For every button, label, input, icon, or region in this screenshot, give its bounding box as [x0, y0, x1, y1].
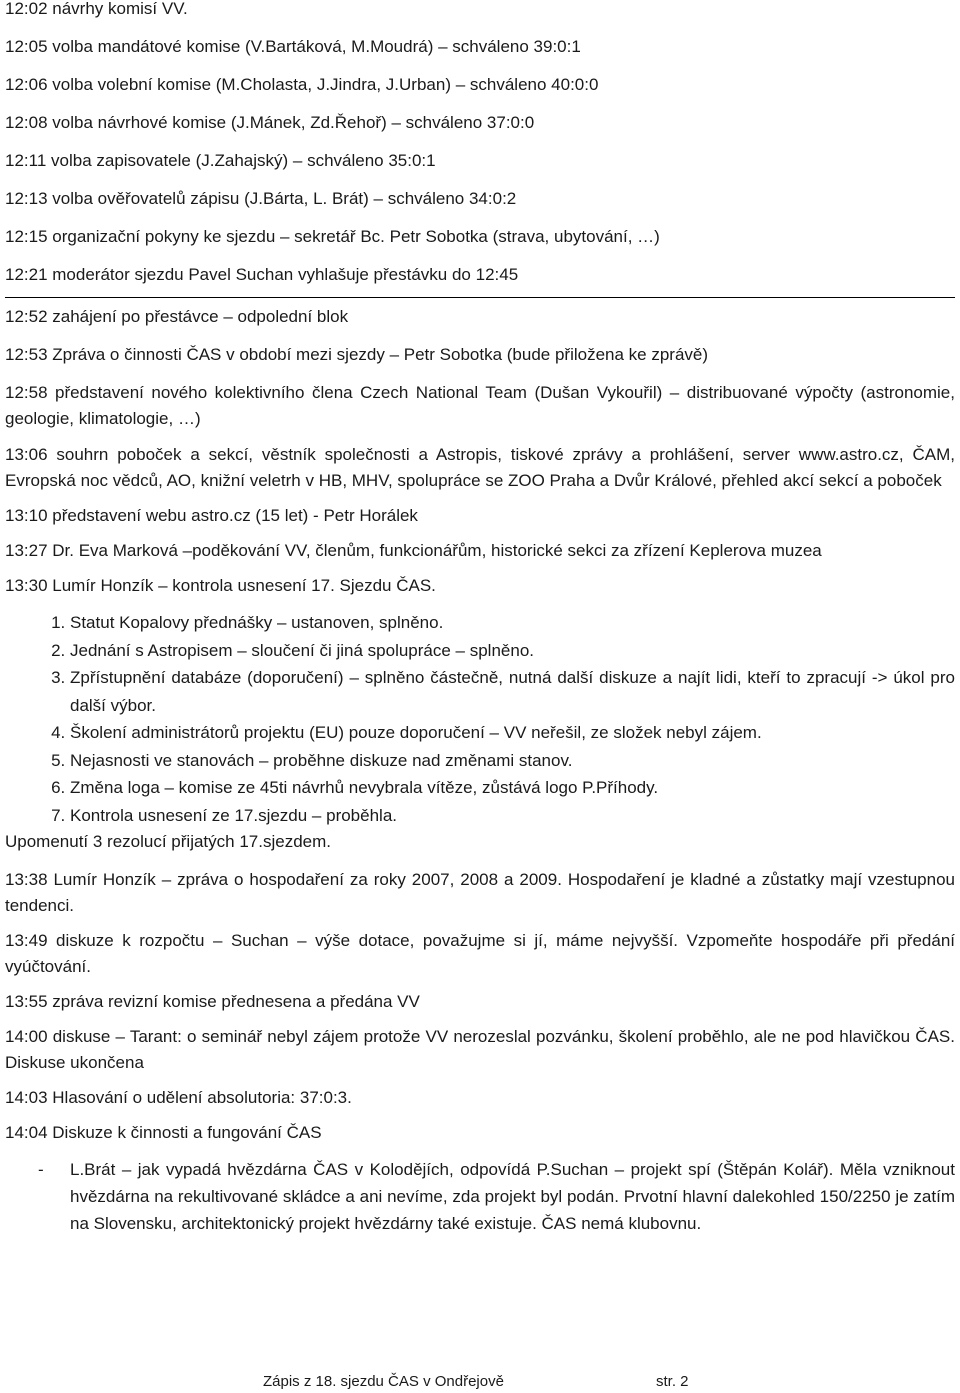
footer-title: Zápis z 18. sjezdu ČAS v Ondřejově: [263, 1373, 504, 1390]
discussion-list: [5, 1156, 955, 1237]
dash-bullet: -: [38, 1160, 44, 1179]
agenda-paragraph: 13:27 Dr. Eva Marková –poděkování VV, členům, funkcionářům, historické sekci za zřízení Keplerova muzea: [5, 541, 822, 560]
agenda-paragraph: 14:03 Hlasování o udělení absolutoria: 37:0:3.: [5, 1088, 352, 1107]
resolution-item: 5. Nejasnosti ve stanovách – proběhne diskuze nad změnami stanov.: [70, 747, 955, 775]
agenda-paragraph: 13:49 diskuze k rozpočtu – Suchan – výše dotace, považujme si jí, máme nejvyšší. Vzpomeňte hospodáře při předání vyúčtování.: [5, 931, 955, 976]
agenda-paragraph: 13:06 souhrn poboček a sekcí, věstník společnosti a Astropis, tiskové zprávy a prohlášení, server www.astro.cz, ČAM, Evropská noc vědců, AO, knižní veletrh v HB, MHV, spolupráce se ZOO Praha a Dvůr Králové, přehled akcí sekcí a poboček: [5, 445, 955, 490]
agenda-line: 12:08 volba návrhové komise (J.Mánek, Zd.Řehoř) – schváleno 37:0:0: [5, 113, 535, 132]
agenda-paragraph: 14:00 diskuse – Tarant: o seminář nebyl zájem protože VV nerozeslal pozvánku, školení proběhlo, ale ne pod hlavičkou ČAS. Diskuse ukončena: [5, 1027, 955, 1072]
agenda-line: 12:52 zahájení po přestávce – odpolední blok: [5, 307, 349, 326]
resolution-item: 2. Jednání s Astropisem – sloučení či jiná spolupráce – splněno.: [70, 637, 955, 665]
agenda-line: 12:53 Zpráva o činnosti ČAS v období mezi sjezdy – Petr Sobotka (bude přiložena ke zprávě): [5, 345, 709, 364]
agenda-paragraph: 12:58 představení nového kolektivního člena Czech National Team (Dušan Vykouřil) – distribuované výpočty (astronomie, geologie, klimatologie, …): [5, 383, 955, 428]
agenda-paragraph: 13:10 představení webu astro.cz (15 let) - Petr Horálek: [5, 506, 418, 525]
agenda-line: 12:13 volba ověřovatelů zápisu (J.Bárta, L. Brát) – schváleno 34:0:2: [5, 189, 517, 208]
page-number: str. 2: [656, 1373, 689, 1390]
agenda-paragraph: 13:30 Lumír Honzík – kontrola usnesení 17. Sjezdu ČAS.: [5, 576, 436, 595]
agenda-paragraph: 13:38 Lumír Honzík – zpráva o hospodaření za roky 2007, 2008 a 2009. Hospodaření je kladné a zůstatky mají vzestupnou tendenci.: [5, 870, 955, 915]
agenda-line: 12:02 návrhy komisí VV.: [5, 0, 188, 18]
discussion-item: [38, 1156, 955, 1237]
agenda-line: 12:21 moderátor sjezdu Pavel Suchan vyhlašuje přestávku do 12:45: [5, 265, 519, 284]
resolution-item: 3. Zpřístupnění databáze (doporučení) – splněno částečně, nutná další diskuze a najít lidi, kteří to zpracují -> úkol pro další výbor.: [70, 664, 955, 719]
resolution-item: 1. Statut Kopalovy přednášky – ustanoven, splněno.: [70, 609, 955, 637]
resolution-item: 4. Školení administrátorů projektu (EU) pouze doporučení – VV neřešil, ze složek nebyl zájem.: [70, 719, 955, 747]
resolution-item: 7. Kontrola usnesení ze 17.sjezdu – proběhla.: [70, 802, 955, 830]
discussion-text: L.Brát – jak vypadá hvězdárna ČAS v Kolodějích, odpovídá P.Suchan – projekt spí (Štěpán Kolář). Měla vzniknout hvězdárna na rekultivované skládce a ani nevíme, zda projekt byl podán. Prvotní hlavní dalekohled 150/2250 je zatím na Slovensku, architektonický projekt hvězdárny také existuje. ČAS nemá klubovnu.: [70, 1160, 955, 1233]
resolution-item: 6. Změna loga – komise ze 45ti návrhů nevybrala vítěze, zůstává logo P.Příhody.: [70, 774, 955, 802]
agenda-line: 12:05 volba mandátové komise (V.Bartáková, M.Moudrá) – schváleno 39:0:1: [5, 37, 581, 56]
agenda-paragraph: 13:55 zpráva revizní komise přednesena a předána VV: [5, 992, 420, 1011]
agenda-paragraph: 14:04 Diskuze k činnosti a fungování ČAS: [5, 1123, 322, 1142]
reminder-text: Upomenutí 3 rezolucí přijatých 17.sjezdem.: [5, 832, 331, 851]
agenda-line: 12:11 volba zapisovatele (J.Zahajský) – schváleno 35:0:1: [5, 151, 436, 170]
document-page: [5, 0, 955, 1237]
agenda-line: 12:15 organizační pokyny ke sjezdu – sekretář Bc. Petr Sobotka (strava, ubytování, …): [5, 227, 660, 246]
agenda-line: 12:06 volba volební komise (M.Cholasta, J.Jindra, J.Urban) – schváleno 40:0:0: [5, 75, 599, 94]
resolution-list: [5, 609, 955, 829]
